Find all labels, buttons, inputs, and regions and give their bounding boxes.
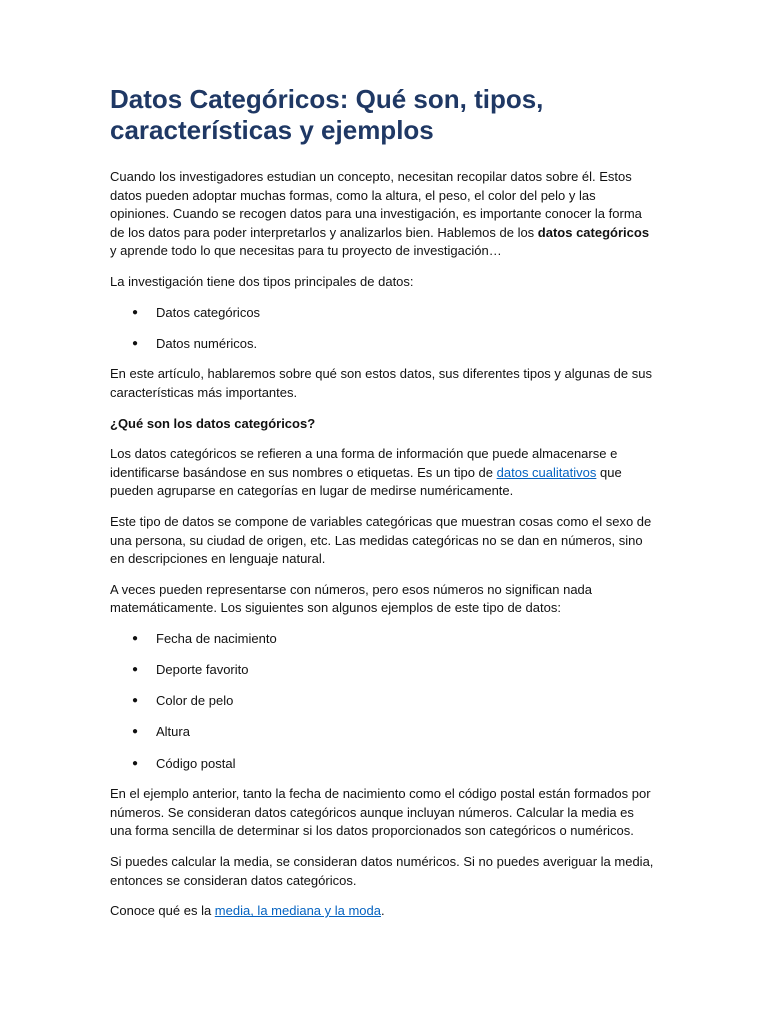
list-item — [110, 755, 658, 774]
types-intro-paragraph: La investigación tiene dos tipos principales de datos: — [110, 273, 414, 289]
closing-text-end: . — [381, 903, 385, 919]
list-item-label: Color de pelo — [156, 693, 234, 709]
numbers-note-paragraph: A veces pueden representarse con números, pero esos números no significan nada matemáticamente. Los siguientes son algunos ejemplos de este tipo de datos: — [110, 581, 593, 616]
media-rule-paragraph: Si puedes calcular la media, se consideran datos numéricos. Si no puedes averiguar la media, entonces se consideran datos categóricos. — [110, 854, 654, 888]
list-item-label: Altura — [156, 724, 190, 740]
list-item-label: Deporte favorito — [156, 662, 249, 678]
definition-text-end: que pueden agruparse en categorías en lugar de medirse numéricamente. — [110, 464, 622, 499]
intro-text-start: Cuando los investigadores estudian un concepto, necesitan recopilar datos sobre él. Estos datos pueden adoptar muchas formas, como la altura, el peso, el color del pelo y las opiniones. Cuando se recogen datos para una investigación, es importante conocer la forma de los datos para poder interpretarlos y analizarlos bien. Hablemos de los — [110, 169, 642, 240]
document-page — [110, 84, 658, 933]
bullet-icon: ● — [132, 306, 139, 318]
examples-list — [110, 630, 658, 773]
bullet-icon: ● — [132, 695, 139, 707]
list-item-label: Código postal — [156, 755, 236, 771]
section-heading: ¿Qué son los datos categóricos? — [110, 415, 316, 431]
bullet-icon: ● — [132, 757, 139, 769]
page-title: Datos Categóricos: Qué son, tipos, características y ejemplos — [110, 84, 544, 145]
list-item-label: Datos categóricos — [156, 304, 261, 320]
list-item — [110, 692, 658, 711]
definition-text-start: Los datos categóricos se refieren a una forma de información que puede almacenarse e identificarse basándose en sus nombres o etiquetas. Es un tipo de — [110, 446, 618, 480]
bullet-icon: ● — [132, 337, 139, 349]
definition-paragraph — [110, 445, 658, 501]
intro-text-end: y aprende todo lo que necesitas para tu proyecto de investigación… — [110, 243, 502, 259]
closing-paragraph — [110, 902, 658, 921]
composition-paragraph: Este tipo de datos se compone de variables categóricas que muestran cosas como el sexo de una persona, su ciudad de origen, etc. Las medidas categóricas no se dan en números, sino en descripciones en lenguaje natural. — [110, 513, 652, 567]
bullet-icon: ● — [132, 726, 139, 738]
types-list — [110, 304, 658, 354]
closing-text-start: Conoce qué es la — [110, 903, 215, 919]
qualitative-data-link[interactable]: datos cualitativos — [496, 464, 597, 480]
list-item — [110, 304, 658, 323]
intro-bold-term: datos categóricos — [537, 224, 650, 240]
mean-median-mode-link[interactable]: media, la mediana y la moda — [214, 903, 381, 919]
list-item-label: Fecha de nacimiento — [156, 630, 277, 646]
list-item — [110, 630, 658, 649]
list-item — [110, 335, 658, 354]
bullet-icon: ● — [132, 632, 139, 644]
bullet-icon: ● — [132, 664, 139, 676]
example-explanation-paragraph: En el ejemplo anterior, tanto la fecha de nacimiento como el código postal están formados por números. Se consideran datos categóricos aunque incluyan números. Calcular la media es una forma sencilla de determinar si los datos proporcionados son categóricos o numéricos. — [110, 786, 651, 839]
intro-paragraph — [110, 168, 658, 261]
list-item — [110, 723, 658, 742]
list-item — [110, 661, 658, 680]
list-item-label: Datos numéricos. — [156, 335, 258, 351]
article-intro-paragraph: En este artículo, hablaremos sobre qué son estos datos, sus diferentes tipos y algunas de sus características más importantes. — [110, 366, 652, 400]
